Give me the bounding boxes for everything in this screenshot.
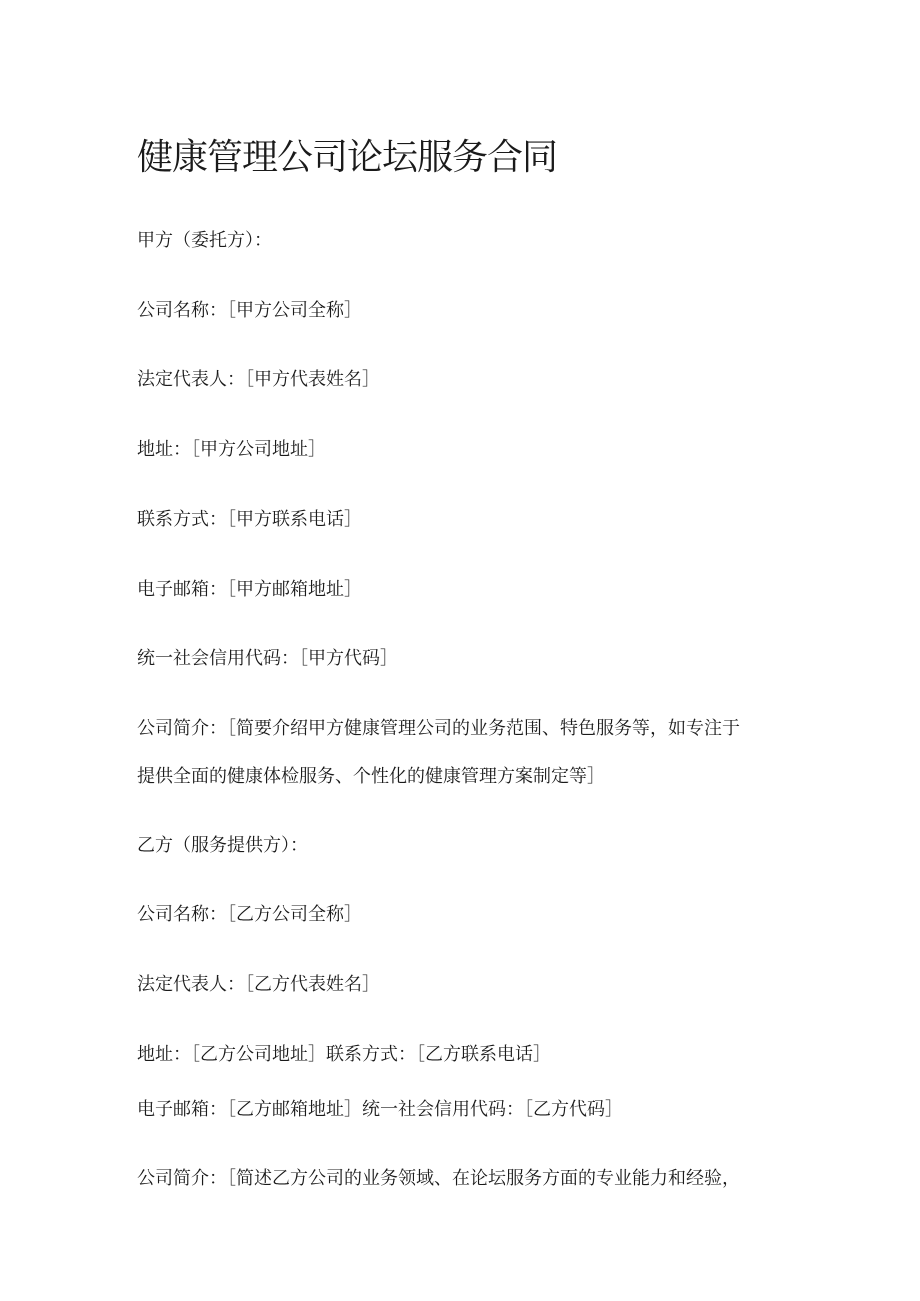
party-a-credit-code: 统一社会信用代码：［甲方代码］ — [137, 648, 398, 669]
party-a-company-name: 公司名称：［甲方公司全称］ — [137, 300, 362, 321]
party-b-heading: 乙方（服务提供方）： — [137, 835, 308, 856]
party-a-intro-line-2: 提供全面的健康体检服务、个性化的健康管理方案制定等］ — [137, 766, 605, 787]
party-b-legal-rep: 法定代表人：［乙方代表姓名］ — [137, 974, 380, 995]
party-b-company-name: 公司名称：［乙方公司全称］ — [137, 904, 362, 925]
party-a-email: 电子邮箱：［甲方邮箱地址］ — [137, 579, 362, 600]
party-a-heading: 甲方（委托方）： — [137, 230, 272, 251]
party-a-contact: 联系方式：［甲方联系电话］ — [137, 509, 362, 530]
party-b-address-contact: 地址：［乙方公司地址］联系方式：［乙方联系电话］ — [137, 1044, 551, 1065]
party-b-email-credit: 电子邮箱：［乙方邮箱地址］统一社会信用代码：［乙方代码］ — [137, 1099, 623, 1120]
party-b-intro-line-1: 公司简介：［简述乙方公司的业务领域、在论坛服务方面的专业能力和经验， — [137, 1168, 740, 1189]
party-a-intro-line-1: 公司简介：［简要介绍甲方健康管理公司的业务范围、特色服务等，如专注于 — [137, 718, 740, 739]
party-a-legal-rep: 法定代表人：［甲方代表姓名］ — [137, 369, 380, 390]
party-a-address: 地址：［甲方公司地址］ — [137, 439, 326, 460]
document-title: 健康管理公司论坛服务合同 — [137, 137, 558, 178]
